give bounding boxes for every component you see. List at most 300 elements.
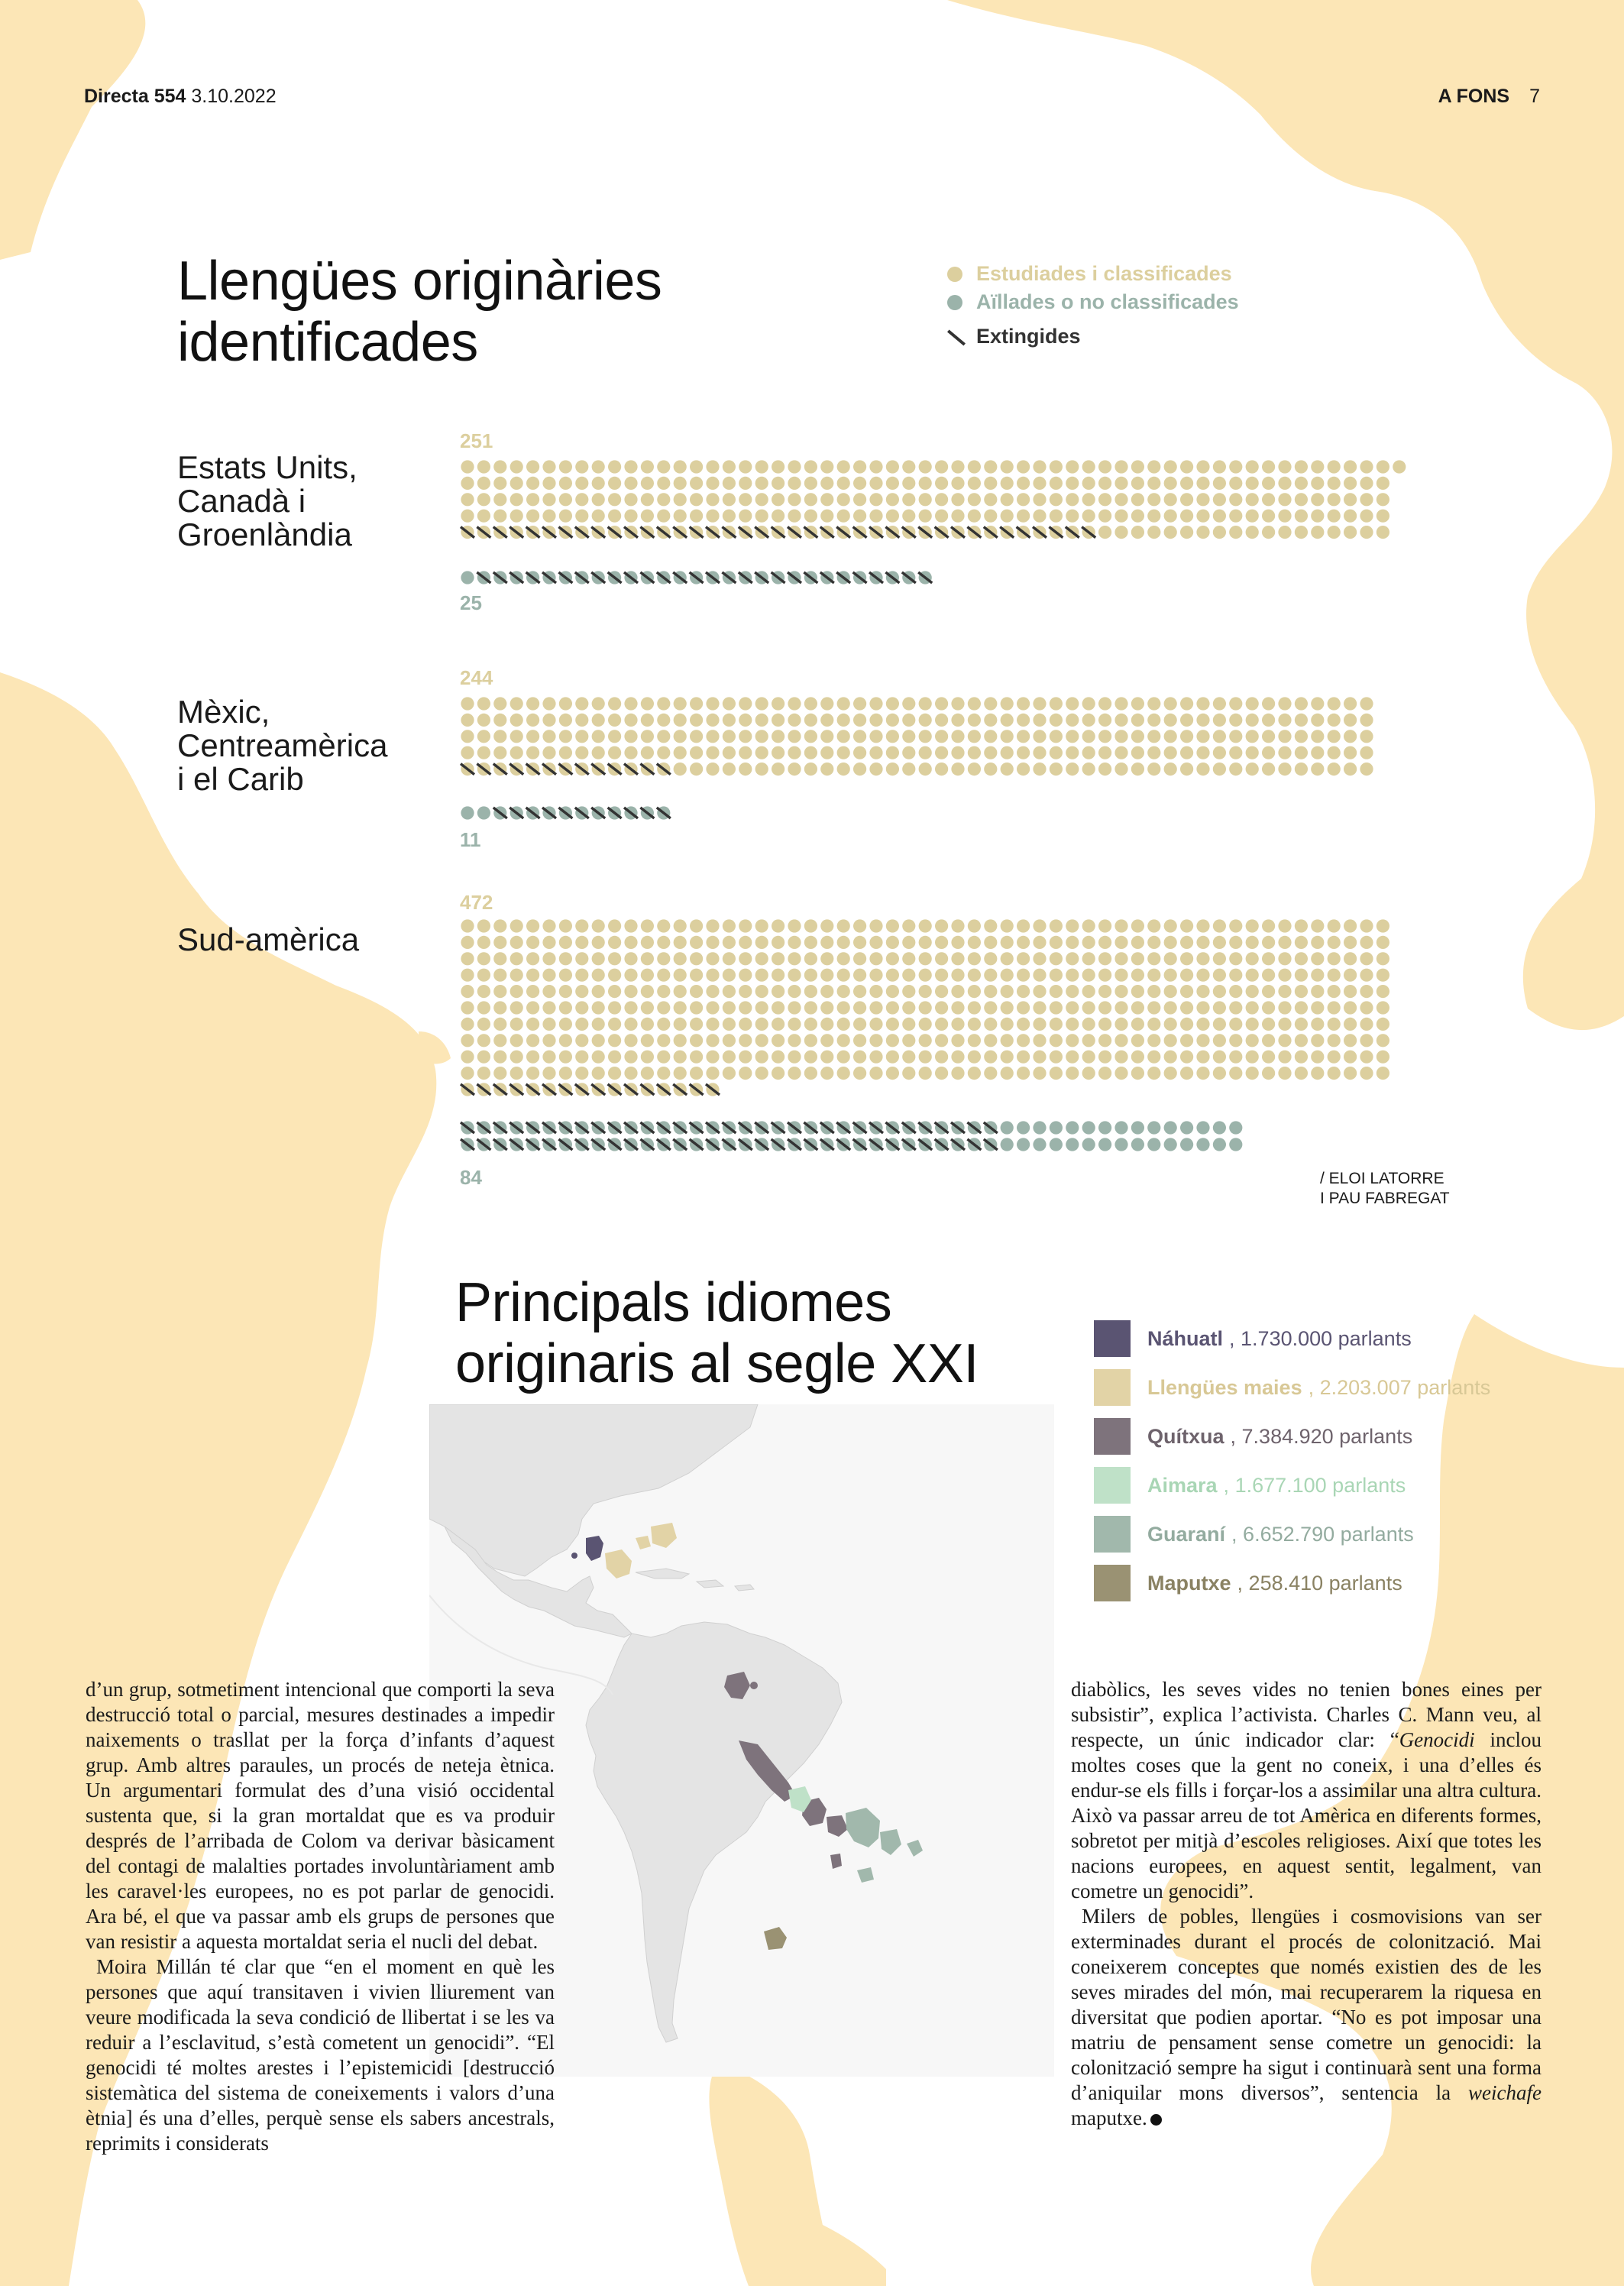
isolated-dot-extinct	[624, 806, 638, 819]
isolated-dot-extinct	[608, 1121, 622, 1134]
studied-dot	[575, 697, 588, 710]
studied-dot	[1196, 1018, 1209, 1031]
studied-dot	[1311, 730, 1324, 743]
studied-dot	[1278, 1001, 1291, 1014]
studied-dot	[1344, 460, 1357, 473]
studied-dot	[641, 1067, 654, 1080]
studied-dot	[1033, 919, 1046, 932]
region-label-line: Mèxic,	[177, 694, 270, 730]
isolated-dot-extinct	[575, 806, 589, 819]
studied-dot	[592, 985, 605, 998]
isolated-dot-extinct	[836, 1138, 850, 1151]
studied-dot	[902, 730, 915, 743]
studied-dot	[1147, 526, 1160, 539]
studied-dot	[788, 952, 801, 965]
studied-dot	[1050, 493, 1063, 506]
studied-dot	[641, 1018, 654, 1031]
studied-dot	[1328, 1051, 1341, 1064]
studied-dot	[902, 460, 915, 473]
studied-dot	[1311, 714, 1324, 727]
legend-language-name: Guaraní	[1147, 1522, 1226, 1546]
isolated-dot-extinct	[591, 806, 605, 819]
studied-dot	[1082, 1051, 1095, 1064]
studied-dot	[542, 1018, 555, 1031]
studied-dot	[1131, 936, 1144, 949]
studied-dot	[1213, 1001, 1226, 1014]
studied-dot	[886, 746, 899, 759]
isolated-dot-extinct	[542, 1138, 556, 1151]
studied-dot	[1098, 697, 1111, 710]
studied-dot	[1164, 697, 1177, 710]
studied-dot	[723, 969, 736, 982]
studied-dot	[1311, 510, 1324, 523]
studied-dot	[772, 460, 785, 473]
studied-dot	[1082, 746, 1095, 759]
studied-dot	[886, 1001, 899, 1014]
studied-dot	[1017, 493, 1030, 506]
isolated-dot-extinct	[902, 1138, 916, 1151]
studied-dot	[1098, 952, 1111, 965]
studied-dot	[559, 919, 572, 932]
studied-dot	[493, 952, 506, 965]
studied-dot	[1278, 697, 1291, 710]
studied-dot	[1360, 1067, 1373, 1080]
studied-dot	[1278, 952, 1291, 965]
studied-dot	[477, 1001, 490, 1014]
studied-dot	[1017, 746, 1030, 759]
studied-dot	[935, 460, 948, 473]
isolated-dot-extinct	[558, 571, 572, 584]
studied-dot	[1066, 1001, 1079, 1014]
studied-dot	[608, 919, 621, 932]
isolated-dot	[1017, 1138, 1030, 1151]
studied-dot-extinct	[558, 526, 572, 539]
isolated-dot	[1033, 1121, 1046, 1134]
studied-dot	[1164, 493, 1177, 506]
map-title-line: Principals idiomes	[455, 1272, 892, 1333]
studied-dot	[968, 985, 981, 998]
studied-dot	[461, 1018, 474, 1031]
studied-dot	[772, 697, 785, 710]
studied-dot	[1001, 952, 1014, 965]
studied-dot-extinct	[836, 526, 850, 539]
studied-dot	[1246, 697, 1259, 710]
studied-dot	[657, 919, 670, 932]
studied-dot	[968, 763, 981, 775]
studied-dot	[853, 746, 866, 759]
studied-dot	[641, 969, 654, 982]
studied-dot	[1344, 1001, 1357, 1014]
studied-dot	[1147, 919, 1160, 932]
studied-dot	[755, 730, 768, 743]
studied-dot	[1098, 493, 1111, 506]
studied-dot	[1050, 969, 1063, 982]
studied-dot	[706, 714, 719, 727]
studied-dot	[935, 985, 948, 998]
studied-dot	[837, 714, 850, 727]
studied-dot	[968, 510, 981, 523]
studied-dot	[869, 510, 882, 523]
isolated-dot-extinct	[673, 571, 687, 584]
studied-dot	[1147, 697, 1160, 710]
studied-dot	[1114, 746, 1127, 759]
article-text: Milers de pobles, llengües i cosmovisions van ser exterminades durant el procés de colonització. Mai coneixerem conceptes que només existien des de les seves mirades del món, mai recuperarem la riquesa en diversitat que podien aportar. “No es pot imposar una matriu de pensament sense cometre un genocidi: la colonització sempre ha sigut i continuarà sent una forma d’aniquilar mons diversos”, sentencia la	[1071, 1905, 1542, 2104]
studied-dot	[657, 1018, 670, 1031]
studied-dot	[1147, 1001, 1160, 1014]
studied-dot	[1033, 697, 1046, 710]
isolated-dot-extinct	[690, 1121, 704, 1134]
studied-dot	[837, 952, 850, 965]
isolated-dot-extinct	[739, 1121, 752, 1134]
studied-dot	[1278, 763, 1291, 775]
studied-dot	[886, 1034, 899, 1047]
studied-dot	[1114, 1067, 1127, 1080]
studied-dot	[1033, 714, 1046, 727]
studied-dot	[1278, 969, 1291, 982]
studied-dot	[853, 936, 866, 949]
studied-dot	[592, 1001, 605, 1014]
studied-dot	[1114, 477, 1127, 490]
studied-dot	[1131, 697, 1144, 710]
studied-dot	[1360, 510, 1373, 523]
studied-dot	[837, 985, 850, 998]
studied-dot	[1229, 510, 1242, 523]
studied-dot	[1328, 526, 1341, 539]
studied-dot	[968, 460, 981, 473]
isolated-dot	[1180, 1121, 1193, 1134]
studied-dot-extinct	[542, 763, 556, 775]
studied-dot	[804, 1067, 817, 1080]
studied-dot	[1213, 730, 1226, 743]
studied-dot	[919, 1018, 932, 1031]
isolated-dot-extinct	[984, 1121, 998, 1134]
article-text: diabòlics, les seves vides no tenien bones eines per subsistir”, explica l’activista. Charles C. Mann veu, al respecte, un únic indicador clar: “	[1071, 1678, 1542, 1751]
studied-dot	[853, 460, 866, 473]
studied-dot	[968, 730, 981, 743]
studied-dot	[674, 969, 687, 982]
studied-dot	[886, 969, 899, 982]
studied-dot	[1147, 1067, 1160, 1080]
article-paragraph: Moira Millán té clar que “en el moment en què les persones que aquí transitaven i vivien lliurement van veure modificada la seva condició de llibertat i se les va reduir a l’esclavitud, s’està cometent un genocidi”. “El genocidi té moltes arestes i l’epistemicidi [destrucció sistemàtica del sistema de coneixements i valors d’una ètnia] és una d’elles, perquè sense els sabers ancestrals, reprimits i considerats	[86, 1955, 555, 2155]
studied-dot	[902, 697, 915, 710]
studied-dot	[1246, 714, 1259, 727]
studied-dot	[1033, 510, 1046, 523]
studied-dot	[1131, 1067, 1144, 1080]
studied-dot	[542, 510, 555, 523]
studied-dot	[1180, 714, 1193, 727]
studied-dot	[1001, 697, 1014, 710]
studied-dot	[510, 746, 523, 759]
studied-dot	[1082, 985, 1095, 998]
studied-dot	[1393, 460, 1406, 473]
studied-dot	[984, 1001, 997, 1014]
studied-dot	[1311, 477, 1324, 490]
studied-dot	[1311, 697, 1324, 710]
isolated-dot-extinct	[869, 1121, 883, 1134]
studied-dot	[559, 460, 572, 473]
studied-dot	[1229, 1018, 1242, 1031]
studied-dot	[1164, 985, 1177, 998]
studied-dot	[788, 477, 801, 490]
studied-dot	[1033, 460, 1046, 473]
studied-dot	[706, 1034, 719, 1047]
isolated-dot-extinct	[608, 806, 622, 819]
studied-dot	[935, 952, 948, 965]
studied-dot	[755, 460, 768, 473]
studied-dot	[1213, 714, 1226, 727]
studied-dot	[1278, 1067, 1291, 1080]
studied-dot	[477, 697, 490, 710]
studied-dot	[951, 1018, 964, 1031]
studied-dot	[853, 969, 866, 982]
studied-dot	[706, 969, 719, 982]
studied-dot	[869, 985, 882, 998]
isolated-dot-extinct	[788, 1121, 801, 1134]
studied-dot	[608, 510, 621, 523]
isolated-dot-extinct	[918, 571, 932, 584]
studied-dot	[755, 477, 768, 490]
studied-dot	[575, 510, 588, 523]
studied-dot	[1229, 714, 1242, 727]
studied-dot	[542, 919, 555, 932]
studied-dot	[510, 1018, 523, 1031]
isolated-dot-extinct	[772, 1121, 785, 1134]
studied-dot	[1164, 526, 1177, 539]
studied-dot	[575, 477, 588, 490]
studied-dot	[1360, 1001, 1373, 1014]
studied-dot	[510, 1001, 523, 1014]
isolated-dot	[1229, 1138, 1242, 1151]
studied-dot	[674, 1051, 687, 1064]
studied-dot	[575, 493, 588, 506]
isolated-dot-extinct	[477, 571, 490, 584]
studied-dot	[951, 697, 964, 710]
studied-dot-extinct	[673, 1083, 687, 1096]
studied-dot	[1082, 477, 1095, 490]
legend-extinct-label: Extingides	[976, 325, 1081, 348]
studied-dot	[657, 714, 670, 727]
studied-dot	[1164, 1051, 1177, 1064]
isolated-dot-extinct	[493, 1121, 507, 1134]
studied-dot	[1164, 746, 1177, 759]
studied-dot	[608, 1034, 621, 1047]
studied-dot	[1050, 477, 1063, 490]
studied-dot	[477, 730, 490, 743]
studied-dot	[624, 985, 637, 998]
studied-dot	[1050, 1067, 1063, 1080]
studied-dot	[641, 1034, 654, 1047]
studied-dot	[477, 493, 490, 506]
studied-dot	[1001, 763, 1014, 775]
article-emphasis: weichafe	[1468, 2081, 1542, 2104]
studied-dot	[657, 1067, 670, 1080]
studied-dot	[772, 1034, 785, 1047]
isolated-dot-extinct	[885, 571, 899, 584]
studied-dot	[837, 1018, 850, 1031]
studied-dot	[477, 952, 490, 965]
studied-dot	[984, 952, 997, 965]
studied-dot	[1377, 919, 1389, 932]
studied-dot	[1311, 526, 1324, 539]
studied-dot	[526, 746, 539, 759]
studied-dot	[510, 714, 523, 727]
studied-dot	[493, 510, 506, 523]
studied-dot	[723, 985, 736, 998]
studied-dot	[935, 714, 948, 727]
studied-dot	[951, 510, 964, 523]
studied-dot-extinct	[640, 526, 654, 539]
studied-dot-extinct	[575, 526, 589, 539]
studied-dot	[1295, 1034, 1308, 1047]
studied-dot	[951, 936, 964, 949]
studied-dot	[493, 1051, 506, 1064]
studied-dot	[542, 730, 555, 743]
map-legend-item: Guaraní , 6.652.790 parlants	[1094, 1510, 1490, 1559]
studied-dot	[869, 936, 882, 949]
studied-dot	[919, 1051, 932, 1064]
studied-dot	[968, 477, 981, 490]
isolated-dot	[1082, 1138, 1095, 1151]
isolated-dot-extinct	[542, 571, 556, 584]
studied-dot	[968, 697, 981, 710]
studied-dot-extinct	[853, 526, 867, 539]
studied-dot	[869, 919, 882, 932]
studied-dot	[984, 763, 997, 775]
studied-dot	[788, 1051, 801, 1064]
legend-studied-label: Estudiades i classificades	[976, 262, 1232, 285]
isolated-dot	[1147, 1121, 1160, 1134]
isolated-dot-extinct	[526, 571, 540, 584]
studied-dot	[1262, 493, 1275, 506]
studied-dot	[1196, 1001, 1209, 1014]
infographic-title-line: identificades	[177, 312, 478, 373]
studied-dot	[1066, 1018, 1079, 1031]
studied-dot	[690, 477, 703, 490]
studied-dot	[1262, 1051, 1275, 1064]
quitxua-swatch-icon	[1094, 1418, 1131, 1455]
legend-language-name: Quítxua	[1147, 1424, 1224, 1448]
studied-dot	[869, 1067, 882, 1080]
studied-dot	[1114, 510, 1127, 523]
studied-dot	[739, 1001, 752, 1014]
studied-dot	[723, 477, 736, 490]
studied-dot	[1213, 763, 1226, 775]
studied-dot	[1131, 714, 1144, 727]
studied-dot	[493, 730, 506, 743]
studied-dot	[951, 746, 964, 759]
studied-dot	[1344, 1067, 1357, 1080]
studied-dot	[723, 1067, 736, 1080]
isolated-dot-extinct	[967, 1121, 981, 1134]
studied-dot	[641, 985, 654, 998]
studied-dot	[690, 730, 703, 743]
studied-dot	[869, 730, 882, 743]
studied-dot	[869, 969, 882, 982]
studied-dot	[788, 1067, 801, 1080]
studied-dot	[542, 1034, 555, 1047]
studied-dot	[935, 1034, 948, 1047]
studied-dot	[706, 730, 719, 743]
studied-dot	[820, 493, 833, 506]
isolated-dot-extinct	[820, 1121, 834, 1134]
studied-dot-extinct	[477, 1083, 490, 1096]
studied-dot	[902, 1051, 915, 1064]
studied-dot-extinct	[1000, 526, 1014, 539]
map-legend-item: Náhuatl , 1.730.000 parlants	[1094, 1314, 1490, 1363]
studied-dot	[755, 746, 768, 759]
studied-dot	[674, 763, 687, 775]
studied-dot	[1196, 763, 1209, 775]
studied-dot	[1001, 510, 1014, 523]
studied-dot	[788, 985, 801, 998]
studied-dot	[624, 969, 637, 982]
studied-dot	[723, 746, 736, 759]
isolated-dot	[1098, 1121, 1111, 1134]
studied-dot	[1147, 730, 1160, 743]
isolated-dot	[1164, 1138, 1177, 1151]
map-legend-item: Maputxe , 258.410 parlants	[1094, 1559, 1490, 1608]
studied-dot-extinct	[1017, 526, 1030, 539]
studied-dot	[624, 1051, 637, 1064]
studied-dot	[1114, 493, 1127, 506]
studied-dot	[853, 493, 866, 506]
studied-dot	[1001, 477, 1014, 490]
studied-dot	[772, 510, 785, 523]
studied-dot	[1311, 763, 1324, 775]
studied-dot	[559, 936, 572, 949]
studied-dot	[624, 714, 637, 727]
studied-dot	[1229, 526, 1242, 539]
studied-dot	[902, 1034, 915, 1047]
studied-dot	[624, 746, 637, 759]
studied-dot	[1017, 985, 1030, 998]
studied-dot	[526, 969, 539, 982]
studied-dot	[820, 952, 833, 965]
studied-dot	[804, 746, 817, 759]
studied-dot	[837, 1067, 850, 1080]
studied-dot	[755, 952, 768, 965]
studied-dot	[1082, 1067, 1095, 1080]
studied-dot	[1278, 746, 1291, 759]
studied-dot	[641, 477, 654, 490]
studied-dot-extinct	[657, 526, 671, 539]
studied-dot	[706, 1018, 719, 1031]
studied-dot	[820, 477, 833, 490]
studied-dot	[1196, 1034, 1209, 1047]
isolated-dot-extinct	[935, 1138, 949, 1151]
studied-dot	[1295, 493, 1308, 506]
studied-dot	[1066, 714, 1079, 727]
studied-dot	[1229, 1067, 1242, 1080]
studied-dot	[526, 985, 539, 998]
studied-dot	[951, 969, 964, 982]
studied-dot	[575, 1067, 588, 1080]
studied-dot	[869, 746, 882, 759]
studied-dot	[510, 460, 523, 473]
studied-dot	[477, 1018, 490, 1031]
studied-dot	[1164, 1001, 1177, 1014]
studied-dot	[1262, 1018, 1275, 1031]
studied-dot	[1164, 730, 1177, 743]
studied-dot	[788, 936, 801, 949]
studied-dot	[935, 746, 948, 759]
isolated-dot	[1131, 1121, 1144, 1134]
studied-dot	[1344, 477, 1357, 490]
isolated-dot-extinct	[739, 1138, 752, 1151]
studied-count: 251	[460, 429, 493, 452]
isolated-dot-extinct	[836, 571, 850, 584]
studied-dot	[592, 477, 605, 490]
